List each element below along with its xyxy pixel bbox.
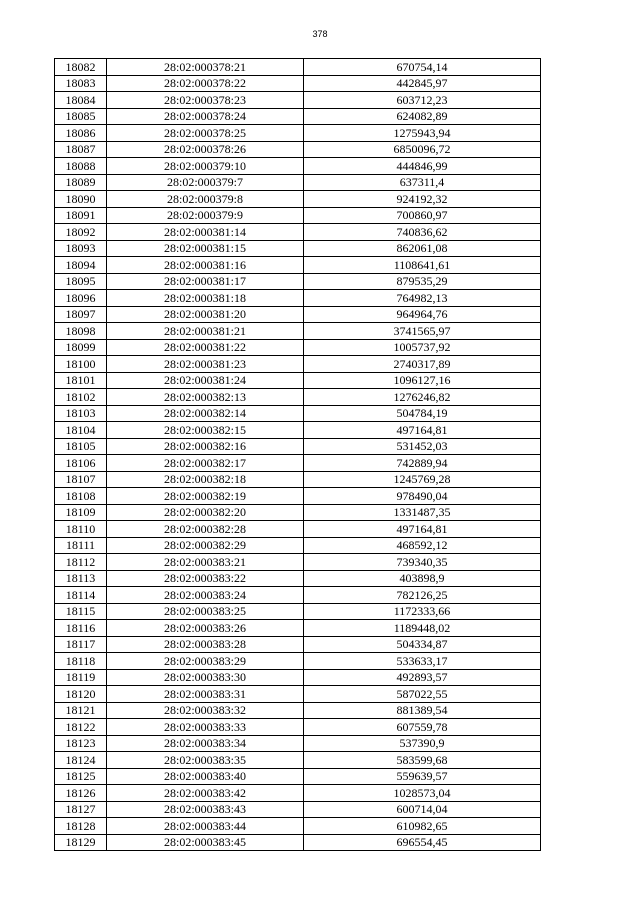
table-row: [55, 290, 541, 307]
cadastral-number-cell: 28:02:000378:24: [107, 108, 304, 125]
table-row: [55, 702, 541, 719]
cadastral-value-cell: 403898,9: [304, 570, 541, 587]
row-number-cell: 18094: [55, 257, 107, 274]
table-row: [55, 620, 541, 637]
table-row: [55, 273, 541, 290]
row-number-cell: 18101: [55, 372, 107, 389]
row-number-cell: 18126: [55, 785, 107, 802]
row-number-cell: 18124: [55, 752, 107, 769]
row-number-cell: 18108: [55, 488, 107, 505]
cadastral-value-cell: 764982,13: [304, 290, 541, 307]
cadastral-number-cell: 28:02:000383:29: [107, 653, 304, 670]
cadastral-number-cell: 28:02:000383:33: [107, 719, 304, 736]
cadastral-value-cell: 3741565,97: [304, 323, 541, 340]
cadastral-number-cell: 28:02:000383:22: [107, 570, 304, 587]
cadastral-number-cell: 28:02:000381:18: [107, 290, 304, 307]
cadastral-number-cell: 28:02:000381:17: [107, 273, 304, 290]
table-body: [55, 59, 541, 851]
table-row: [55, 735, 541, 752]
cadastral-number-cell: 28:02:000383:45: [107, 834, 304, 851]
cadastral-number-cell: 28:02:000382:14: [107, 405, 304, 422]
cadastral-number-cell: 28:02:000383:43: [107, 801, 304, 818]
row-number-cell: 18112: [55, 554, 107, 571]
cadastral-value-cell: 497164,81: [304, 422, 541, 439]
table-row: [55, 174, 541, 191]
table-row: [55, 818, 541, 835]
cadastral-number-cell: 28:02:000383:31: [107, 686, 304, 703]
table-row: [55, 125, 541, 142]
cadastral-number-cell: 28:02:000378:25: [107, 125, 304, 142]
row-number-cell: 18116: [55, 620, 107, 637]
row-number-cell: 18107: [55, 471, 107, 488]
table-row: [55, 636, 541, 653]
cadastral-number-cell: 28:02:000382:19: [107, 488, 304, 505]
cadastral-number-cell: 28:02:000383:35: [107, 752, 304, 769]
cadastral-value-cell: 537390,9: [304, 735, 541, 752]
cadastral-number-cell: 28:02:000381:22: [107, 339, 304, 356]
table-row: [55, 834, 541, 851]
cadastral-number-cell: 28:02:000379:8: [107, 191, 304, 208]
table-row: [55, 488, 541, 505]
table-row: [55, 389, 541, 406]
cadastral-value-cell: 607559,78: [304, 719, 541, 736]
table-row: [55, 92, 541, 109]
table-row: [55, 339, 541, 356]
cadastral-value-cell: 2740317,89: [304, 356, 541, 373]
cadastral-number-cell: 28:02:000381:14: [107, 224, 304, 241]
cadastral-value-cell: 610982,65: [304, 818, 541, 835]
row-number-cell: 18115: [55, 603, 107, 620]
cadastral-number-cell: 28:02:000382:15: [107, 422, 304, 439]
table-row: [55, 323, 541, 340]
cadastral-value-cell: 603712,23: [304, 92, 541, 109]
table-row: [55, 191, 541, 208]
table-row: [55, 719, 541, 736]
cadastral-value-cell: 637311,4: [304, 174, 541, 191]
cadastral-number-cell: 28:02:000379:10: [107, 158, 304, 175]
table-row: [55, 240, 541, 257]
cadastral-value-cell: 964964,76: [304, 306, 541, 323]
row-number-cell: 18111: [55, 537, 107, 554]
row-number-cell: 18085: [55, 108, 107, 125]
row-number-cell: 18087: [55, 141, 107, 158]
cadastral-number-cell: 28:02:000383:24: [107, 587, 304, 604]
cadastral-number-cell: 28:02:000381:23: [107, 356, 304, 373]
cadastral-number-cell: 28:02:000383:42: [107, 785, 304, 802]
row-number-cell: 18091: [55, 207, 107, 224]
cadastral-number-cell: 28:02:000378:22: [107, 75, 304, 92]
cadastral-number-cell: 28:02:000378:23: [107, 92, 304, 109]
table-row: [55, 372, 541, 389]
cadastral-value-cell: 924192,32: [304, 191, 541, 208]
cadastral-value-cell: 1245769,28: [304, 471, 541, 488]
table-row: [55, 108, 541, 125]
table-row: [55, 521, 541, 538]
cadastral-number-cell: 28:02:000383:25: [107, 603, 304, 620]
cadastral-number-cell: 28:02:000383:28: [107, 636, 304, 653]
row-number-cell: 18123: [55, 735, 107, 752]
row-number-cell: 18109: [55, 504, 107, 521]
cadastral-value-cell: 740836,62: [304, 224, 541, 241]
table-row: [55, 306, 541, 323]
table-row: [55, 570, 541, 587]
table-row: [55, 422, 541, 439]
cadastral-number-cell: 28:02:000378:26: [107, 141, 304, 158]
row-number-cell: 18119: [55, 669, 107, 686]
row-number-cell: 18104: [55, 422, 107, 439]
cadastral-number-cell: 28:02:000383:40: [107, 768, 304, 785]
row-number-cell: 18083: [55, 75, 107, 92]
table-row: [55, 801, 541, 818]
table-row: [55, 59, 541, 76]
cadastral-value-cell: 782126,25: [304, 587, 541, 604]
row-number-cell: 18127: [55, 801, 107, 818]
cadastral-number-cell: 28:02:000381:16: [107, 257, 304, 274]
cadastral-value-cell: 1096127,16: [304, 372, 541, 389]
cadastral-value-cell: 742889,94: [304, 455, 541, 472]
row-number-cell: 18100: [55, 356, 107, 373]
table-row: [55, 438, 541, 455]
row-number-cell: 18098: [55, 323, 107, 340]
cadastral-number-cell: 28:02:000382:28: [107, 521, 304, 538]
cadastral-value-cell: 879535,29: [304, 273, 541, 290]
table-row: [55, 653, 541, 670]
table-row: [55, 603, 541, 620]
cadastral-value-cell: 1275943,94: [304, 125, 541, 142]
cadastral-value-cell: 978490,04: [304, 488, 541, 505]
cadastral-value-cell: 442845,97: [304, 75, 541, 92]
cadastral-number-cell: 28:02:000382:20: [107, 504, 304, 521]
cadastral-value-cell: 1028573,04: [304, 785, 541, 802]
cadastral-value-cell: 696554,45: [304, 834, 541, 851]
table-row: [55, 207, 541, 224]
table-row: [55, 356, 541, 373]
row-number-cell: 18102: [55, 389, 107, 406]
row-number-cell: 18082: [55, 59, 107, 76]
cadastral-number-cell: 28:02:000381:20: [107, 306, 304, 323]
cadastral-number-cell: 28:02:000382:18: [107, 471, 304, 488]
row-number-cell: 18089: [55, 174, 107, 191]
row-number-cell: 18086: [55, 125, 107, 142]
table-row: [55, 141, 541, 158]
row-number-cell: 18125: [55, 768, 107, 785]
cadastral-number-cell: 28:02:000382:13: [107, 389, 304, 406]
row-number-cell: 18118: [55, 653, 107, 670]
cadastral-number-cell: 28:02:000381:15: [107, 240, 304, 257]
cadastral-value-cell: 1331487,35: [304, 504, 541, 521]
cadastral-value-cell: 504784,19: [304, 405, 541, 422]
table-row: [55, 158, 541, 175]
row-number-cell: 18099: [55, 339, 107, 356]
row-number-cell: 18093: [55, 240, 107, 257]
row-number-cell: 18113: [55, 570, 107, 587]
row-number-cell: 18121: [55, 702, 107, 719]
row-number-cell: 18088: [55, 158, 107, 175]
cadastral-value-cell: 1108641,61: [304, 257, 541, 274]
row-number-cell: 18110: [55, 521, 107, 538]
cadastral-value-cell: 624082,89: [304, 108, 541, 125]
cadastral-value-cell: 497164,81: [304, 521, 541, 538]
table-row: [55, 587, 541, 604]
row-number-cell: 18096: [55, 290, 107, 307]
row-number-cell: 18117: [55, 636, 107, 653]
cadastral-value-cell: 881389,54: [304, 702, 541, 719]
table-row: [55, 669, 541, 686]
table-row: [55, 785, 541, 802]
table-row: [55, 768, 541, 785]
cadastral-value-cell: 531452,03: [304, 438, 541, 455]
table-row: [55, 504, 541, 521]
cadastral-number-cell: 28:02:000382:16: [107, 438, 304, 455]
row-number-cell: 18103: [55, 405, 107, 422]
cadastral-value-cell: 700860,97: [304, 207, 541, 224]
cadastral-number-cell: 28:02:000383:44: [107, 818, 304, 835]
cadastral-value-cell: 504334,87: [304, 636, 541, 653]
cadastral-value-table: [54, 58, 541, 851]
row-number-cell: 18105: [55, 438, 107, 455]
row-number-cell: 18090: [55, 191, 107, 208]
cadastral-value-cell: 1005737,92: [304, 339, 541, 356]
table-row: [55, 554, 541, 571]
row-number-cell: 18128: [55, 818, 107, 835]
cadastral-value-cell: 468592,12: [304, 537, 541, 554]
cadastral-value-cell: 1276246,82: [304, 389, 541, 406]
table-row: [55, 75, 541, 92]
cadastral-value-cell: 583599,68: [304, 752, 541, 769]
cadastral-value-cell: 1172333,66: [304, 603, 541, 620]
row-number-cell: 18097: [55, 306, 107, 323]
row-number-cell: 18106: [55, 455, 107, 472]
table-row: [55, 405, 541, 422]
table-row: [55, 752, 541, 769]
table-row: [55, 257, 541, 274]
cadastral-number-cell: 28:02:000381:21: [107, 323, 304, 340]
cadastral-value-cell: 670754,14: [304, 59, 541, 76]
cadastral-number-cell: 28:02:000382:29: [107, 537, 304, 554]
cadastral-number-cell: 28:02:000381:24: [107, 372, 304, 389]
cadastral-number-cell: 28:02:000383:34: [107, 735, 304, 752]
table-row: [55, 537, 541, 554]
table-row: [55, 455, 541, 472]
cadastral-number-cell: 28:02:000383:30: [107, 669, 304, 686]
cadastral-value-cell: 492893,57: [304, 669, 541, 686]
page-number: 378: [312, 29, 328, 39]
row-number-cell: 18129: [55, 834, 107, 851]
row-number-cell: 18120: [55, 686, 107, 703]
cadastral-value-cell: 600714,04: [304, 801, 541, 818]
cadastral-value-cell: 444846,99: [304, 158, 541, 175]
cadastral-value-cell: 1189448,02: [304, 620, 541, 637]
cadastral-value-cell: 739340,35: [304, 554, 541, 571]
row-number-cell: 18114: [55, 587, 107, 604]
cadastral-number-cell: 28:02:000378:21: [107, 59, 304, 76]
cadastral-number-cell: 28:02:000383:21: [107, 554, 304, 571]
cadastral-number-cell: 28:02:000383:26: [107, 620, 304, 637]
row-number-cell: 18122: [55, 719, 107, 736]
cadastral-value-cell: 587022,55: [304, 686, 541, 703]
cadastral-number-cell: 28:02:000379:9: [107, 207, 304, 224]
table-row: [55, 686, 541, 703]
cadastral-number-cell: 28:02:000382:17: [107, 455, 304, 472]
cadastral-number-cell: 28:02:000383:32: [107, 702, 304, 719]
table-row: [55, 224, 541, 241]
cadastral-value-cell: 862061,08: [304, 240, 541, 257]
cadastral-value-cell: 559639,57: [304, 768, 541, 785]
cadastral-number-cell: 28:02:000379:7: [107, 174, 304, 191]
table-row: [55, 471, 541, 488]
row-number-cell: 18092: [55, 224, 107, 241]
cadastral-value-cell: 533633,17: [304, 653, 541, 670]
cadastral-value-cell: 6850096,72: [304, 141, 541, 158]
row-number-cell: 18095: [55, 273, 107, 290]
row-number-cell: 18084: [55, 92, 107, 109]
